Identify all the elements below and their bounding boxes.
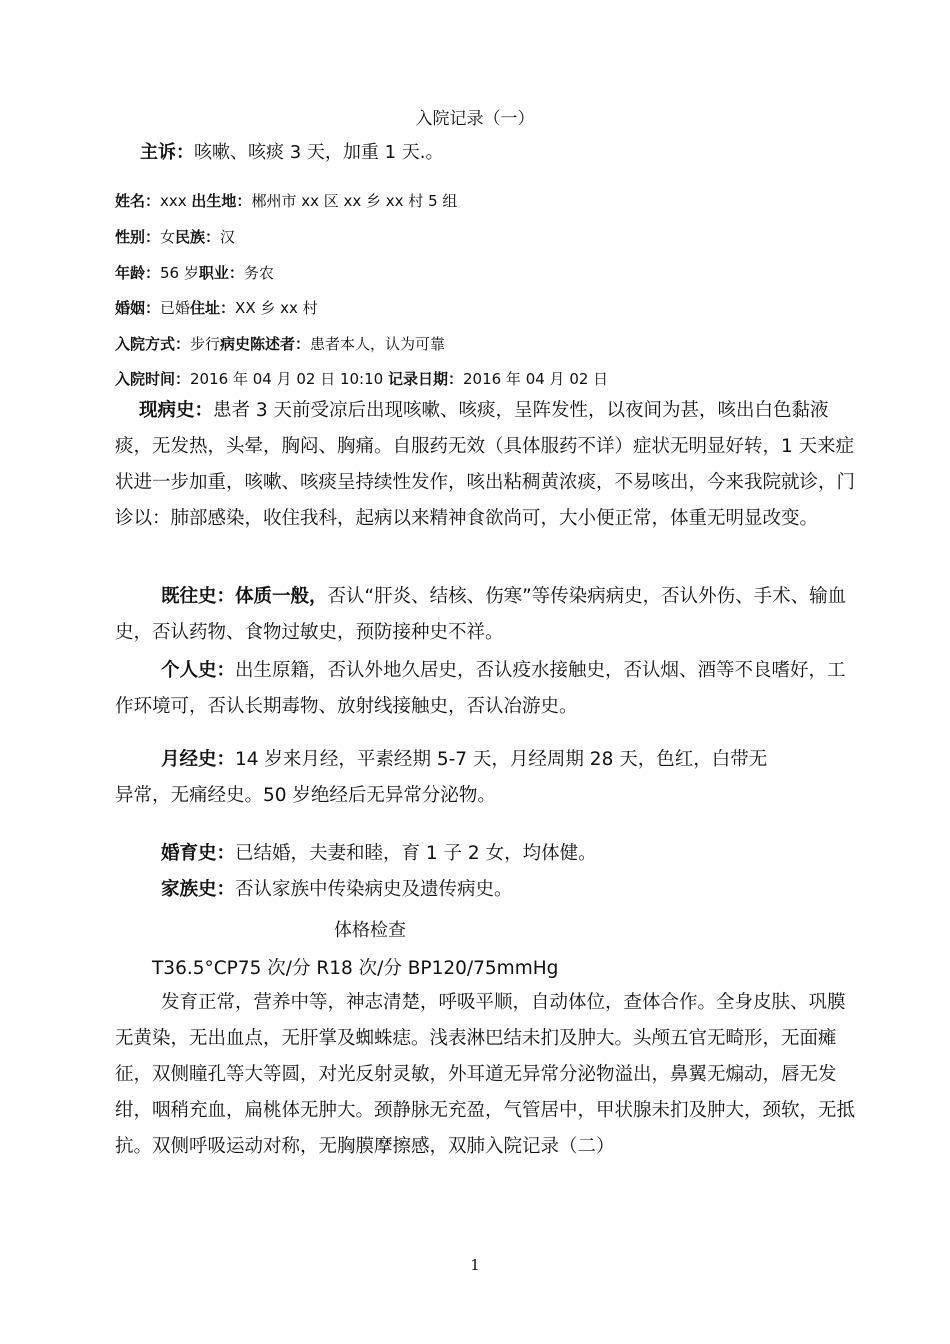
past-history-text: 否认“肝炎、结核、伤寒”等传染病病史，否认外伤、手术、输血史，否认药物、食物过敏史，预防接种史不祥。 bbox=[115, 586, 847, 643]
birthplace-value: 郴州市 xx 区 xx 乡 xx 村 5 组 bbox=[251, 192, 458, 210]
admission-mode-value: 步行 bbox=[190, 335, 221, 353]
marital-history bbox=[115, 836, 860, 872]
past-history bbox=[115, 579, 860, 651]
sex-label: 性别： bbox=[115, 228, 161, 246]
address-label: 住址： bbox=[190, 299, 236, 317]
record-date-label: 记录日期： bbox=[387, 370, 463, 388]
family-history bbox=[115, 872, 860, 908]
family-history-label: 家族史： bbox=[161, 879, 236, 900]
menstrual-history-line1: 14 岁来月经，平素经期 5-7 天，月经周期 28 天，色红，白带无 bbox=[235, 749, 768, 770]
ethnicity-value: 汉 bbox=[220, 228, 236, 246]
field-row-admission-mode bbox=[115, 333, 445, 354]
admission-time-value: 2016 年 04 月 02 日 10:10 bbox=[190, 370, 388, 388]
present-illness-label: 现病史： bbox=[139, 400, 214, 421]
age-label: 年龄： bbox=[115, 264, 161, 282]
vital-signs: T36.5°CP75 次/分 R18 次/分 BP120/75mmHg bbox=[152, 958, 559, 979]
physical-exam-text: 发育正常，营养中等，神志清楚，呼吸平顺，自动体位，查体合作。全身皮肤、巩膜无黄染，无出血点，无肝掌及蜘蛛痣。浅表淋巴结未扪及肿大。头颅五官无畸形，无面瘫征，双侧瞳孔等大等圆，对光反射灵敏，外耳道无异常分泌物溢出，鼻翼无煽动，唇无发绀，咽稍充血，扁桃体无肿大。颈静脉无充盈，气管居中，甲状腺未扪及肿大，颈软，无抵抗。双侧呼吸运动对称，无胸膜摩擦感，双肺入院记录（二） bbox=[115, 992, 856, 1157]
occupation-label: 职业： bbox=[198, 264, 244, 282]
birthplace-label: 出生地： bbox=[191, 192, 252, 210]
admission-mode-label: 入院方式： bbox=[115, 335, 191, 353]
informant-value: 患者本人，认为可靠 bbox=[310, 335, 446, 353]
menstrual-history-line2: 异常，无痛经史。50 岁绝经后无异常分泌物。 bbox=[115, 785, 496, 806]
marriage-value: 已婚 bbox=[160, 299, 191, 317]
chief-complaint-text: 咳嗽、咳痰 3 天，加重 1 天.。 bbox=[194, 142, 444, 163]
ethnicity-label: 民族： bbox=[175, 228, 221, 246]
menstrual-history-label: 月经史： bbox=[161, 749, 236, 770]
admission-time-label: 入院时间： bbox=[115, 370, 191, 388]
physical-exam-heading: 体格检查 bbox=[334, 920, 406, 941]
record-date-value: 2016 年 04 月 02 日 bbox=[462, 370, 609, 388]
past-history-label: 既往史：体质一般， bbox=[161, 586, 328, 607]
chief-complaint bbox=[140, 138, 444, 164]
field-row-admission-time bbox=[115, 368, 608, 389]
personal-history-label: 个人史： bbox=[161, 660, 236, 681]
marriage-label: 婚姻： bbox=[115, 299, 161, 317]
occupation-value: 务农 bbox=[243, 264, 274, 282]
sex-value: 女 bbox=[160, 228, 176, 246]
present-illness bbox=[115, 393, 860, 537]
marital-history-text: 已结婚，夫妻和睦，育 1 子 2 女，均体健。 bbox=[235, 843, 597, 864]
name-value: xxx bbox=[160, 192, 192, 210]
field-row-age bbox=[115, 262, 274, 283]
field-row-marriage bbox=[115, 297, 318, 318]
age-value: 56 岁 bbox=[160, 264, 199, 282]
page-title: 入院记录（一） bbox=[415, 109, 535, 129]
field-row-sex bbox=[115, 226, 235, 247]
personal-history bbox=[115, 653, 860, 725]
page-number: 1 bbox=[470, 1256, 480, 1274]
field-row-name bbox=[115, 190, 457, 211]
family-history-text: 否认家族中传染病史及遗传病史。 bbox=[235, 879, 513, 900]
marital-history-label: 婚育史： bbox=[161, 843, 236, 864]
present-illness-text: 患者 3 天前受凉后出现咳嗽、咳痰，呈阵发性，以夜间为甚，咳出白色黏液痰，无发热，头晕，胸闷、胸痛。自服药无效（具体服药不详）症状无明显好转，1 天来症状进一步加重，咳嗽、咳痰呈持续性发作，咳出粘稠黄浓痰，不易咳出，今来我院就诊，门诊以：肺部感染，收住我科，起病以来精神食欲尚可，大小便正常，体重无明显改变。 bbox=[115, 400, 856, 529]
address-value: XX 乡 xx 村 bbox=[235, 299, 318, 317]
chief-complaint-label: 主诉： bbox=[140, 142, 194, 163]
personal-history-text: 出生原籍，否认外地久居史，否认疫水接触史，否认烟、酒等不良嗜好，工作环境可，否认长期毒物、放射线接触史，否认冶游史。 bbox=[115, 660, 846, 717]
menstrual-history bbox=[115, 742, 860, 814]
informant-label: 病史陈述者： bbox=[220, 335, 311, 353]
name-label: 姓名： bbox=[115, 192, 161, 210]
